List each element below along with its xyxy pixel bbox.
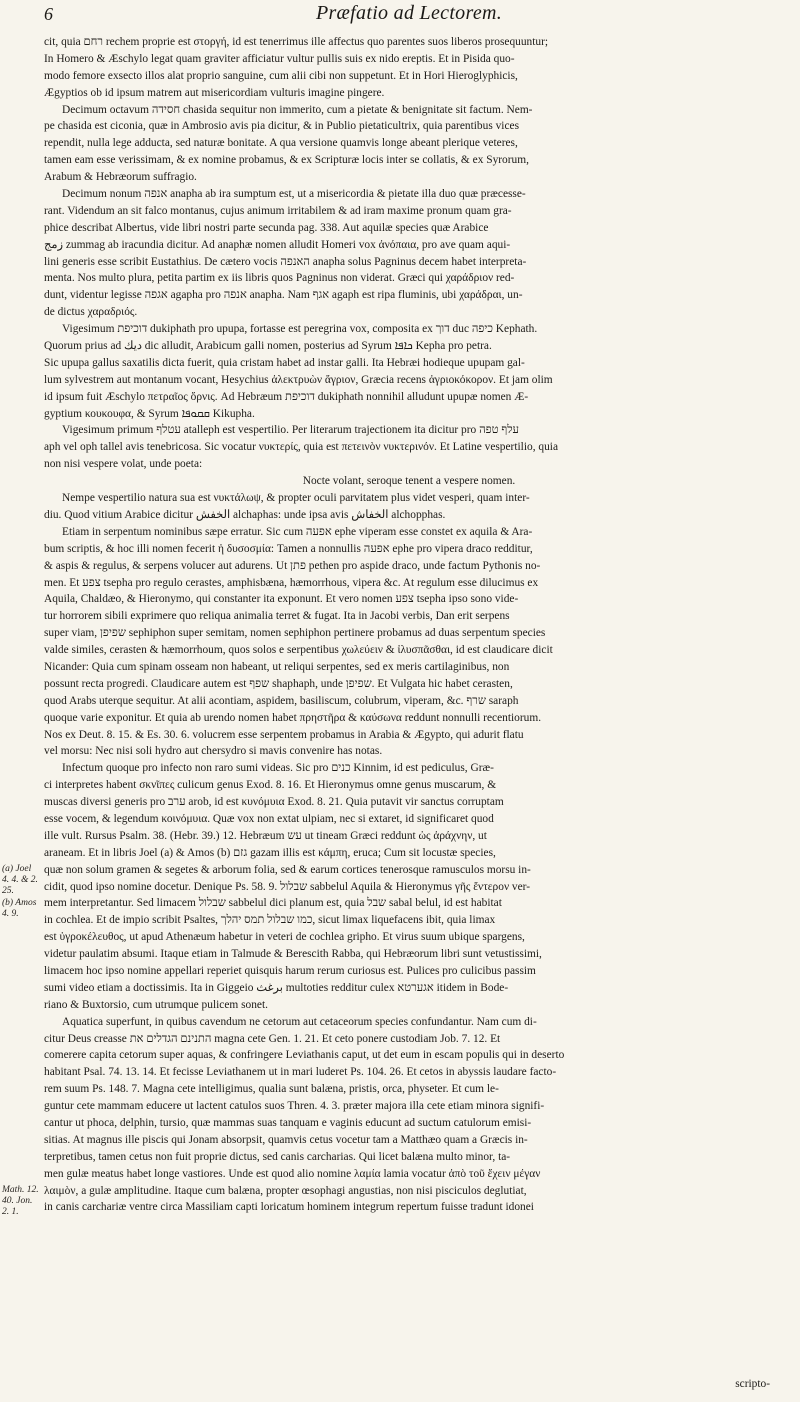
page-header <box>44 0 774 34</box>
text-line: men gulæ meatus habet longe vastiores. Unde est quod alio nomine λαμία lamia vocatur ἀπὸ τοῦ ἔχειν μέγαν <box>44 1167 541 1180</box>
text-line: cit, quia רחם rechem proprie est στοργή, id est tenerrimus ille affectus quo parentes suos liberos prosequuntur; <box>44 36 549 48</box>
text-line: men. Et צפע tsepha pro regulo cerastes, amphisbæna, hæmorrhous, vipera &c. At regulum esse dilucimus ex <box>44 576 539 589</box>
text-line: comerere capita cetorum super aquas, & confringere Leviathanis caput, ut det eum in escam populis qui in deserto <box>44 1049 565 1062</box>
text-line: modo femore exsecto illos alat proprio sanguine, cum alii cibi non suppetunt. Et in Hori Hieroglyphicis, <box>44 69 518 82</box>
text-line: tur horrorem sibili exprimere quo reliqua animalia terret & fugat. Ita in Jacobi verbis, Dan erit serpens <box>44 610 510 623</box>
text-line: riano & Buxtorsio, cum utrumque pulicem sonet. <box>44 998 268 1011</box>
text-line: menta. Nos multo plura, petita partim ex iis libris quos Pagninus non viderat. Græci qui χαράδριον red- <box>44 272 515 285</box>
margin-note: Math. 12. 40. Jon. 2. 1. <box>2 1185 39 1218</box>
text-line: Nocte volant, seroque tenent a vespere nomen. <box>302 475 516 488</box>
text-line: aph vel oph tallel avis tenebricosa. Sic vocatur νυκτερίς, quia est πετεινὸν νυκτερινόν. Et Latine vespertilio, quia <box>44 441 559 454</box>
text-line: pe chasida est ciconia, quæ in Ambrosio avis pia dicitur, & in Publio pietaticultrix, quia parentibus vices <box>44 120 520 133</box>
text-line: Aquila, Chaldæo, & Hieronymo, qui constanter ita exponunt. Et vero nomen צפע tsepha ipso sono vide- <box>44 593 519 606</box>
text-line: mem interpretantur. Sed limacem שבלול sabbelul dici planum est, quia שבל sabal belul, id est habitat <box>44 897 502 910</box>
text-line: bum scriptis, & hoc illi nomen fecerit ἡ δυσοσμία: Tamen a nonnullis אפעה ephe pro vipera draco redditur, <box>44 542 533 555</box>
text-line: Etiam in serpentum nominibus sæpe erratur. Sic cum אפעה ephe viperam esse constet ex aquila & Ara- <box>62 525 533 538</box>
text-line: Quorum prius ad ديك dic alludit, Arabicum galli nomen, posterius ad Syrum ܟܐܦܐ Kepha pro petra. <box>44 340 492 353</box>
text-line: ci interpretes habent σκνῖπες culicum genus Exod. 8. 16. Et Hieronymus omne genus muscarum, & <box>44 779 497 792</box>
text-line: quæ non solum gramen & segetes & arborum folia, sed & earum cortices tenerosque ramusculos morsu in- <box>44 863 531 876</box>
text-line: Decimum octavum חסידה chasida sequitur non immerito, cum a pietate & benignitate sit factum. Nem- <box>62 103 533 116</box>
text-line: lini generis esse scribit Eustathius. De cætero vocis האנפה anapha solus Pagninus decem habet interpreta- <box>44 255 527 268</box>
text-line: Nempe vespertilio natura sua est νυκτάλωψ, & propter oculi parvitatem plus videt vesperi, quam inter- <box>62 492 530 505</box>
running-title: Præfatio ad Lectorem. <box>315 2 503 24</box>
text-line: & aspis & regulus, & serpens volucer aut adurens. Ut פתן pethen pro aspide draco, unde factum Pythonis no- <box>44 559 541 572</box>
text-line: guntur cete mammam educere ut lactent catulos suos Thren. 4. 3. præter majora illa cete etiam minora signifi- <box>44 1100 545 1113</box>
text-line: esse vocem, & legendum κοινόμυια. Quæ vox non extat ulpiam, nec si extaret, id significaret quod <box>44 812 494 825</box>
text-line: araneam. Et in libris Joel (a) & Amos (b) גזם gazam illis est κάμπη, eruca; Cum sit locustæ species, <box>44 846 496 859</box>
text-line: Nicander: Quia cum spinam osseam non habeant, ut reliqui serpentes, sed ex meris cartilaginibus, non <box>44 660 510 673</box>
text-line: cidit, quod ipso nomine docetur. Denique Ps. 58. 9. שבלול sabbelul Aquila & Hieronymus γῆς ἔντερον ver- <box>44 880 531 893</box>
text-line: valde similes, cerasten & hæmorrhoum, quos solos e serpentibus χωλεύειν & ἰλυσπᾶσθαι, id est claudicare dicit <box>44 644 553 657</box>
text-line: quoque varie exponitur. Et quia ab urendo nomen habet πρηστῆρα & καύσωνα reddunt nonnulli recentiorum. <box>44 711 542 724</box>
text-line: habitant Psal. 74. 13. 14. Et fecisse Leviathanem ut in mari luderet Ps. 104. 26. Et cetos in abyssis laudare facto- <box>44 1066 557 1079</box>
text-line: Infectum quoque pro infecto non raro sumi videas. Sic pro כנים Kinnim, id est pediculus, Græ- <box>62 762 494 775</box>
text-line: id ipsum fuit Æschylo πετραῖος ὄρνις. Ad Hebræum דוכיפת dukiphath nonnihil alludunt upupæ nomen Æ- <box>44 390 529 403</box>
text-line: dunt, videntur legisse אגפה agapha pro אנפה anapha. Nam אגף agaph est ripa fluminis, ubi χαράδραι, un- <box>44 289 523 302</box>
text-line: citur Deus creasse התנינם הגדלים את magna cete Gen. 1. 21. Et ceto ponere custodiam Job. 7. 12. Et <box>44 1032 501 1045</box>
text-line: Aquatica superfunt, in quibus cavendum ne cetorum aut cetaceorum species confundantur. Nam cum di- <box>62 1015 537 1028</box>
text-line: sumi video etiam a doctissimis. Ita in Giggeio برغث multoties redditur culex אגערטא itidem in Bode- <box>44 981 509 994</box>
text-line: λαιμὸν, a gulæ amplitudine. Itaque cum balæna, propter œsophagi angustias, non nisi pisciculos deglutiat, <box>44 1184 527 1197</box>
text-line: Ægyptios ob id ipsum matrem aut misericordiam vulturis imagine pingere. <box>44 86 385 99</box>
text-line: videtur paulatim absumi. Itaque etiam in Talmude & Berescith Rabba, qui Hebræorum libri sunt vetustissimi, <box>44 948 542 961</box>
text-line: non nisi vespere volat, unde poeta: <box>44 458 203 471</box>
text-line: Sic upupa gallus saxatilis dicta fuerit, quia cristam habet ad instar galli. Ita Hebræi hodieque upupam gal- <box>44 356 525 369</box>
text-body <box>44 34 774 1216</box>
text-line: Vigesimum primum עטלף atalleph est vespertilio. Per literarum trajectionem ita dicitur pro עלף טפה <box>62 424 520 437</box>
text-line: rem suum Ps. 148. 7. Magna cete intelligimus, qualia sunt balæna, pristis, orca, physeter. Et cum le- <box>44 1083 499 1096</box>
margin-note: (a) Joel 4. 4. & 2. 25. <box>2 864 38 897</box>
text-line: Decimum nonum אנפה anapha ab ira sumptum est, ut a misericordia & pietate illa duo quæ præcesse- <box>62 188 526 201</box>
text-line: In Homero & Æschylo legat quam graviter afficiatur vultur pullis suis ex nido ereptis. Et in Pisida quo- <box>44 52 515 65</box>
text-line: cantur ut phoca, delphin, tursio, quæ mammas suas tanquam e vaginis educunt ad suctum catulorum emisi- <box>44 1117 532 1129</box>
text-line: lum sylvestrem aut montanum vocant, Hesychius ἀλεκτρυὼν ἄγριον, Græcia recens ἀγριοκόκορον. Et jam olim <box>44 373 553 386</box>
text-line: زمج zummag ab iracundia dicitur. Ad anaphæ nomen alludit Homeri vox ἀνόπαια, pro ave quam aqui- <box>44 238 511 251</box>
text-line: rependit, nulla lege adducta, sed naturæ bonitate. A qua versione quamvis longe abeant plerique veteres, <box>44 137 518 150</box>
text-line: Arabum & Hebræorum suffragio. <box>44 171 197 184</box>
text-line: muscas diversi generis pro ערב arob, id est κυνόμυια Exod. 8. 21. Quia putavit vir sanctus corruptam <box>44 796 504 809</box>
text-line: rant. Videndum an sit falco montanus, cujus animum irritabilem & ad iram maxime pronum quam gra- <box>44 204 512 217</box>
text-line: Vigesimum דוכיפת dukiphath pro upupa, fortasse est peregrina vox, composita ex דוך duc כיפה Kephath. <box>62 323 538 336</box>
text-line: super viam, שפיפן sephiphon super semitam, nomen sephiphon pertinere probamus ad duas serpentum species <box>44 627 546 640</box>
text-line: possunt recta progredi. Claudicare autem est שפף shaphaph, unde שפיפן. Et Vulgata hic habet cerasten, <box>44 677 513 690</box>
text-line: phice describat Albertus, vide libri nostri parte secunda pag. 338. Aut aquilæ species quæ Arabice <box>44 221 489 234</box>
text-line: gyptium κουκουφα, & Syrum ܩܩܘܦܐ Kikupha. <box>44 407 255 420</box>
text-line: quod Arabs uterque sequitur. At alii acontiam, aspidem, basiliscum, colubrum, viperam, &c. שרף saraph <box>44 694 519 707</box>
text-line: in canis carchariæ ventre circa Massiliam capti loricatum hominem integrum repertum fuisse tradunt idonei <box>44 1201 534 1214</box>
text-line: de dictus χαραδριός. <box>44 306 138 319</box>
text-line: ille vult. Rursus Psalm. 38. (Hebr. 39.) 12. Hebræum עש ut tineam Græci reddunt ὡς ἀράχνην, ut <box>44 829 487 842</box>
text-line: tamen eam esse verissimam, & ex nomine probamus, & ex Scripturæ locis inter se collatis, & ex Syrorum, <box>44 154 529 167</box>
text-line: est ὑγροκέλευθος, ut apud Athenæum habetur in veteri de cochlea gripho. Et virus suum ubique spargens, <box>44 931 525 944</box>
text-line: terpretibus, tamen cetus non fuit proprie dictus, sed canis carcharias. Qui licet balæna multo minor, ta- <box>44 1150 511 1163</box>
text-line: limacem hoc ipso nomine appellari reperiet quisquis harum rerum curiosus est. Pulices pro culicibus passim <box>44 964 536 977</box>
text-line: Nos ex Deut. 8. 15. & Es. 30. 6. volucrem esse serpentem probamus in Arabia & Ægypto, qui adurit flatu <box>44 728 524 741</box>
text-line: vel morsu: Nec nisi soli hydro aut chersydro si mavis convenire has notas. <box>44 745 383 758</box>
text-line: sitias. At magnus ille piscis qui Jonam absorpsit, quamvis cetus vocetur tam a Matthæo quam a Græcis in- <box>44 1133 528 1146</box>
catchword: scripto- <box>735 1378 770 1390</box>
margin-note: (b) Amos 4. 9. <box>2 897 37 919</box>
text-line: diu. Quod vitium Arabice dicitur الخفش alchaphas: unde ipsa avis الخفاش alchopphas. <box>44 508 446 521</box>
text-line: in cochlea. Et de impio scribit Psaltes, כמו שבלול תמס יהלך, sicut limax liquefacens ibit, quia limax <box>44 914 496 927</box>
page-number: 6 <box>44 4 53 24</box>
